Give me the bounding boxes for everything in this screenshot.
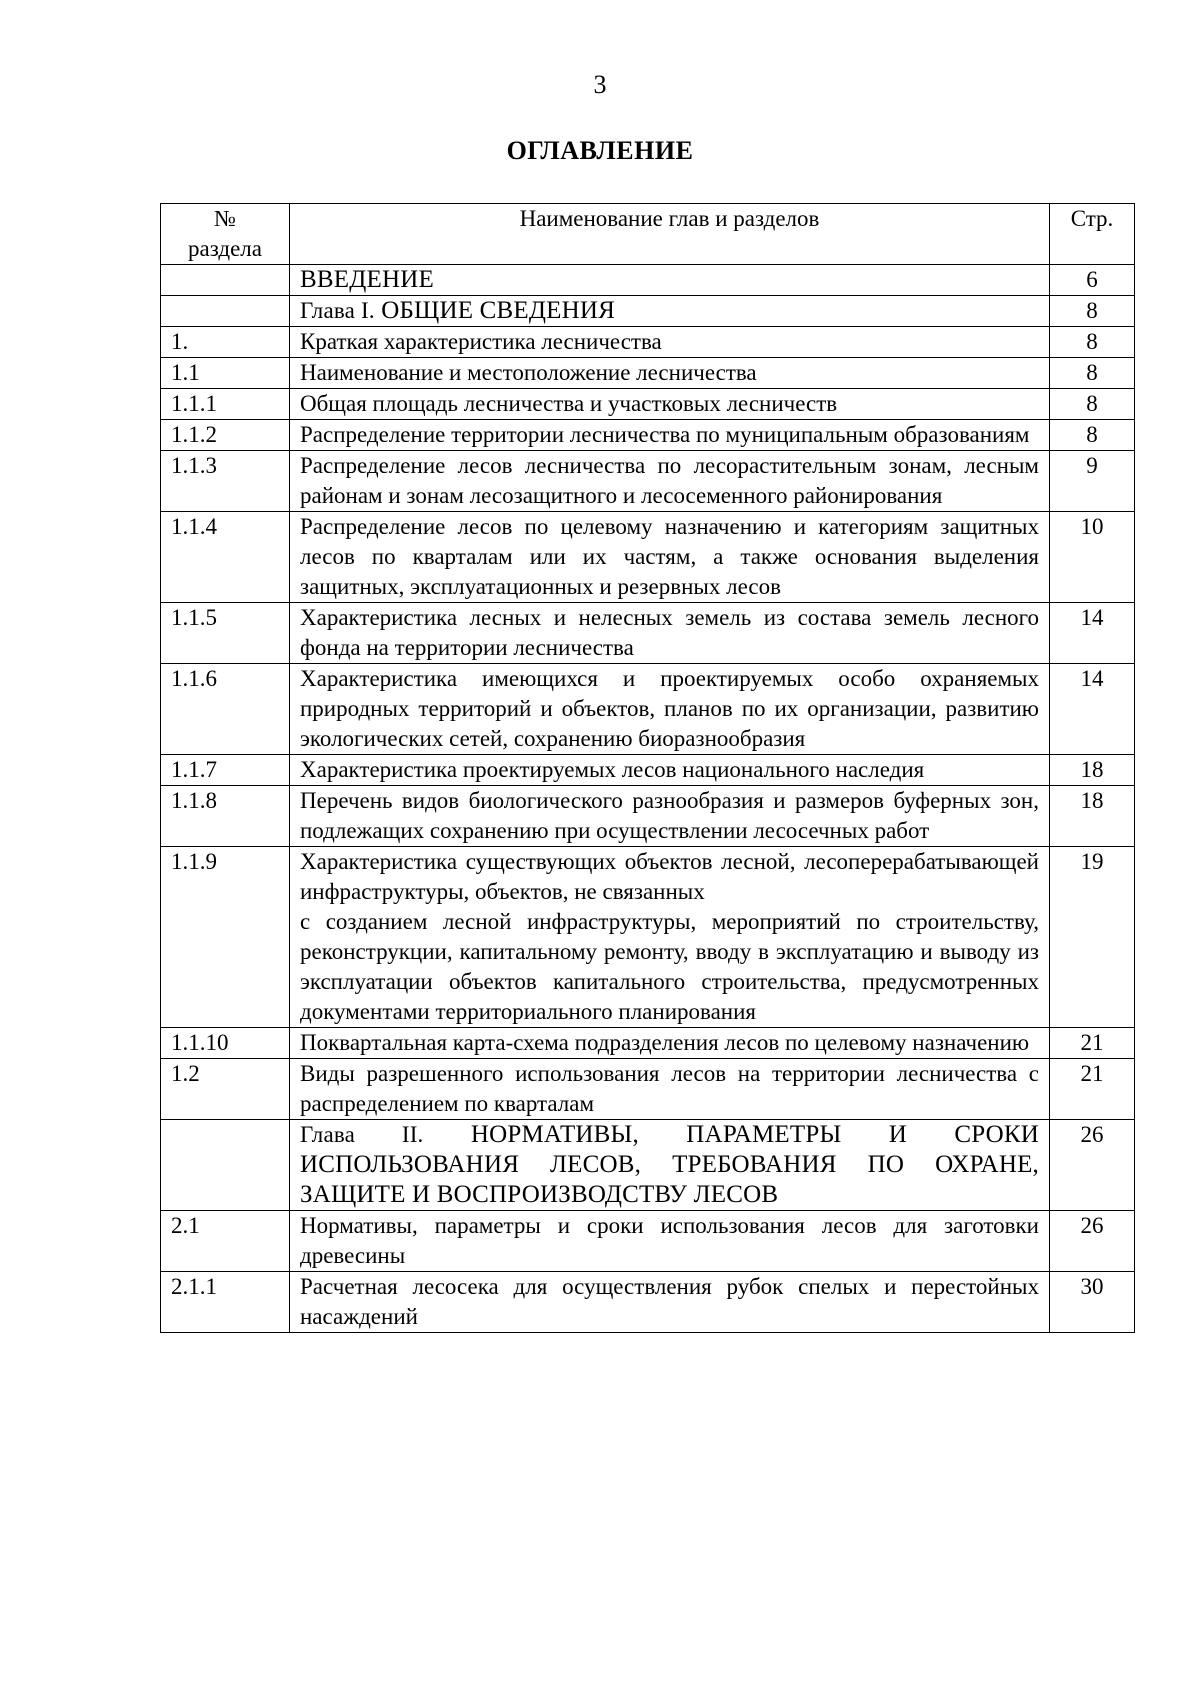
section-name <box>290 1028 1050 1059</box>
page-number: 3 <box>593 70 607 99</box>
section-title: НОРМАТИВЫ, ПАРАМЕТРЫ И СРОКИ ИСПОЛЬЗОВАНИЯ ЛЕСОВ, ТРЕБОВАНИЯ ПО ОХРАНЕ, ЗАЩИТЕ И ВОСПРОИЗВОДСТВУ ЛЕСОВ <box>300 1121 1040 1208</box>
section-number <box>161 265 290 296</box>
section-name <box>290 358 1050 389</box>
table-row <box>161 358 1135 389</box>
section-name <box>290 1059 1050 1120</box>
section-name <box>290 755 1050 786</box>
section-number: 1.1.10 <box>161 1028 290 1059</box>
section-name <box>290 296 1050 327</box>
chapter-row <box>161 265 1135 296</box>
page-number-cell: 19 <box>1050 847 1135 1028</box>
section-number: 1.2 <box>161 1059 290 1120</box>
section-name <box>290 420 1050 451</box>
section-title: Характеристика имеющихся и проектируемых особо охраняемых природных территорий и объектов, планов по их организации, развитию экологических сетей, сохранению биоразнообразия <box>300 666 1039 751</box>
header-page: Стр. <box>1050 204 1135 265</box>
section-number: 1.1.2 <box>161 420 290 451</box>
table-row <box>161 1028 1135 1059</box>
section-number: 1. <box>161 327 290 358</box>
page-number-cell: 8 <box>1050 420 1135 451</box>
table-row <box>161 1272 1135 1333</box>
toc-body <box>161 204 1135 1333</box>
table-of-contents <box>160 203 1135 1333</box>
section-title: Перечень видов биологического разнообразия и размеров буферных зон, подлежащих сохранению при осуществлении лесосечных работ <box>300 788 1039 843</box>
header-section-number: № раздела <box>161 204 290 265</box>
page-number-cell: 9 <box>1050 451 1135 512</box>
section-title: Наименование и местоположение лесничества <box>300 360 757 385</box>
section-number: 1.1 <box>161 358 290 389</box>
table-row <box>161 664 1135 755</box>
page-number-cell: 10 <box>1050 512 1135 603</box>
page-number-cell: 8 <box>1050 296 1135 327</box>
section-name <box>290 451 1050 512</box>
table-row <box>161 451 1135 512</box>
section-number: 1.1.9 <box>161 847 290 1028</box>
section-title: Нормативы, параметры и сроки использования лесов для заготовки древесины <box>300 1213 1039 1268</box>
section-number: 1.1.1 <box>161 389 290 420</box>
section-number: 1.1.7 <box>161 755 290 786</box>
section-title: ВВЕДЕНИЕ <box>300 266 434 293</box>
section-name <box>290 847 1050 1028</box>
section-title: Расчетная лесосека для осуществления рубок спелых и перестойных насаждений <box>300 1274 1039 1329</box>
page-number-cell: 6 <box>1050 265 1135 296</box>
section-title: ОБЩИЕ СВЕДЕНИЯ <box>381 297 615 324</box>
section-title: Распределение лесов по целевому назначению и категориям защитных лесов по кварталам или их частям, а также основания выделения защитных, эксплуатационных и резервных лесов <box>300 514 1039 599</box>
page-number-cell: 26 <box>1050 1120 1135 1211</box>
section-name <box>290 327 1050 358</box>
table-row <box>161 1059 1135 1120</box>
page-title: ОГЛАВЛЕНИЕ <box>506 136 694 165</box>
table-row <box>161 786 1135 847</box>
section-number: 1.1.6 <box>161 664 290 755</box>
section-title-continuation: с созданием лесной инфраструктуры, мероприятий по строительству, реконструкции, капитальному ремонту, вводу в эксплуатацию и выводу из эксплуатации объектов капитального строительства, предусмотренных документами территориального планирования <box>300 909 1039 1024</box>
page-number-cell: 8 <box>1050 389 1135 420</box>
page-number-cell: 30 <box>1050 1272 1135 1333</box>
section-title: Распределение территории лесничества по муниципальным образованиям <box>300 422 1030 447</box>
page-number-cell: 8 <box>1050 327 1135 358</box>
section-number <box>161 1120 290 1211</box>
section-title: Общая площадь лесничества и участковых лесничеств <box>300 391 838 416</box>
page-number-cell: 21 <box>1050 1059 1135 1120</box>
chapter-label: Глава II. <box>300 1122 424 1147</box>
section-title: Краткая характеристика лесничества <box>300 329 662 354</box>
section-name <box>290 603 1050 664</box>
header-section-name: Наименование глав и разделов <box>290 204 1050 265</box>
section-name <box>290 265 1050 296</box>
section-title: Характеристика лесных и нелесных земель из состава земель лесного фонда на территории лесничества <box>300 605 1039 660</box>
section-name <box>290 1211 1050 1272</box>
chapter-label: Глава I. <box>300 298 375 323</box>
table-row <box>161 420 1135 451</box>
table-row <box>161 389 1135 420</box>
page-number-cell: 18 <box>1050 755 1135 786</box>
section-name <box>290 512 1050 603</box>
section-name <box>290 664 1050 755</box>
section-name <box>290 1120 1050 1211</box>
section-number: 1.1.5 <box>161 603 290 664</box>
page-number-cell: 8 <box>1050 358 1135 389</box>
table-row <box>161 603 1135 664</box>
chapter-row <box>161 1120 1135 1211</box>
table-row <box>161 847 1135 1028</box>
chapter-row <box>161 296 1135 327</box>
page-number-cell: 14 <box>1050 664 1135 755</box>
section-number: 2.1.1 <box>161 1272 290 1333</box>
section-name <box>290 389 1050 420</box>
section-title: Виды разрешенного использования лесов на территории лесничества с распределением по кварталам <box>300 1061 1039 1116</box>
section-number: 2.1 <box>161 1211 290 1272</box>
page-number-cell: 21 <box>1050 1028 1135 1059</box>
table-row <box>161 327 1135 358</box>
page-number-cell: 18 <box>1050 786 1135 847</box>
section-number: 1.1.4 <box>161 512 290 603</box>
section-number: 1.1.8 <box>161 786 290 847</box>
section-title: Поквартальная карта-схема подразделения лесов по целевому назначению <box>300 1030 1030 1055</box>
page-number-cell: 14 <box>1050 603 1135 664</box>
section-name <box>290 1272 1050 1333</box>
section-number <box>161 296 290 327</box>
table-header-row <box>161 204 1135 265</box>
section-title: Распределение лесов лесничества по лесорастительным зонам, лесным районам и зонам лесозащитного и лесосеменного районирования <box>300 453 1039 508</box>
page-number-cell: 26 <box>1050 1211 1135 1272</box>
section-title: Характеристика существующих объектов лесной, лесоперерабатывающей инфраструктуры, объектов, не связанных <box>300 849 1039 904</box>
table-row <box>161 755 1135 786</box>
section-number: 1.1.3 <box>161 451 290 512</box>
table-row <box>161 512 1135 603</box>
section-name <box>290 786 1050 847</box>
section-title: Характеристика проектируемых лесов национального наследия <box>300 757 925 782</box>
table-row <box>161 1211 1135 1272</box>
